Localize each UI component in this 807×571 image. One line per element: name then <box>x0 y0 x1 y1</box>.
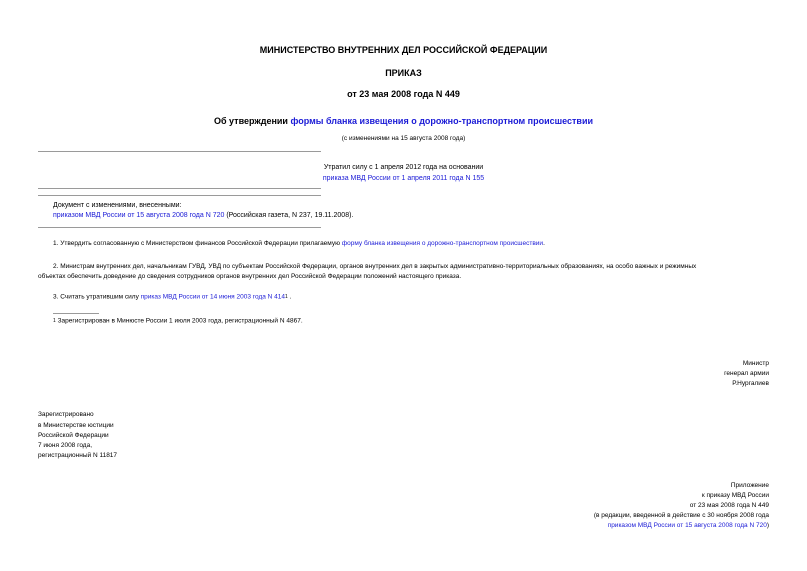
revocation-link[interactable]: приказа МВД России от 1 апреля 2011 года N 155 <box>322 175 485 182</box>
footnote-divider <box>53 313 99 314</box>
paragraph-2-line-1: 2. Министрам внутренних дел, начальникам ГУВД, УВД по субъектам Российской Федерации, органов внутренних дел в закрытых административно-территориальных образованиях, на особо важных и режимных <box>53 263 697 270</box>
paragraph-3-link[interactable]: приказ МВД России от 14 июня 2003 года N 414 <box>140 293 286 301</box>
footnote-number: 1 <box>53 318 56 324</box>
amended-by-line <box>53 211 353 221</box>
revocation-link-line <box>0 174 807 184</box>
amended-by-intro: Документ с изменениями, внесенными: <box>53 202 182 209</box>
title-prefix: Об утверждении <box>213 116 291 126</box>
title-link[interactable]: формы бланка извещения о дорожно-транспортном происшествии <box>290 116 594 126</box>
appendix-link[interactable]: приказом МВД России от 15 августа 2008 года N 720 <box>607 522 767 529</box>
paragraph-1 <box>53 239 545 249</box>
appendix-line-3: от 23 мая 2008 года N 449 <box>689 502 769 509</box>
document-title <box>0 116 807 127</box>
registration-line-2: в Министерстве юстиции <box>38 422 114 429</box>
signature-rank: генерал армии <box>724 370 769 377</box>
registration-line-1: Зарегистрировано <box>38 411 94 418</box>
appendix-close: ) <box>766 522 769 529</box>
order-heading: ПРИКАЗ <box>385 68 422 78</box>
signature-position: Министр <box>742 360 769 367</box>
ministry-heading: МИНИСТЕРСТВО ВНУТРЕННИХ ДЕЛ РОССИЙСКОЙ ФЕДЕРАЦИИ <box>259 45 548 55</box>
amended-by-source: (Российская газета, N 237, 19.11.2008). <box>224 212 354 219</box>
footnote <box>53 316 303 327</box>
footnote-mark: 1 <box>285 294 288 300</box>
paragraph-1-link[interactable]: форму бланка извещения о дорожно-транспортном происшествии <box>341 240 544 247</box>
amendments-note: (с изменениями на 15 августа 2008 года) <box>341 135 466 142</box>
paragraph-3-end: . <box>287 293 292 301</box>
paragraph-1-end: . <box>543 240 545 247</box>
divider <box>38 151 321 152</box>
divider <box>38 227 321 228</box>
signature-name: Р.Нургалиев <box>732 380 769 387</box>
paragraph-3 <box>53 292 291 303</box>
divider <box>38 195 321 196</box>
paragraph-1-text: 1. Утвердить согласованную с Министерством финансов Российской Федерации прилагаемую <box>53 240 342 247</box>
paragraph-2-line-2: объектах обеспечить доведение до сведения сотрудников органов внутренних дел Российской Федерации положений настоящего приказа. <box>38 273 462 280</box>
appendix-line-2: к приказу МВД России <box>701 492 769 499</box>
registration-line-3: Российской Федерации <box>38 432 109 439</box>
appendix-line-5 <box>608 521 769 531</box>
divider <box>38 188 321 189</box>
amended-by-link[interactable]: приказом МВД России от 15 августа 2008 года N 720 <box>53 212 225 219</box>
order-date-number: от 23 мая 2008 года N 449 <box>347 89 460 99</box>
footnote-text: Зарегистрирован в Минюсте России 1 июля 2003 года, регистрационный N 4867. <box>55 317 303 325</box>
revocation-text: Утратил силу с 1 апреля 2012 года на основании <box>323 164 484 171</box>
paragraph-3-text: 3. Считать утратившим силу <box>53 293 141 301</box>
registration-line-4: 7 июня 2008 года, <box>38 442 93 449</box>
appendix-line-1: Приложение <box>730 482 769 489</box>
registration-line-5: регистрационный N 11817 <box>38 452 118 459</box>
appendix-line-4: (в редакции, введенной в действие с 30 ноября 2008 года <box>593 512 769 519</box>
